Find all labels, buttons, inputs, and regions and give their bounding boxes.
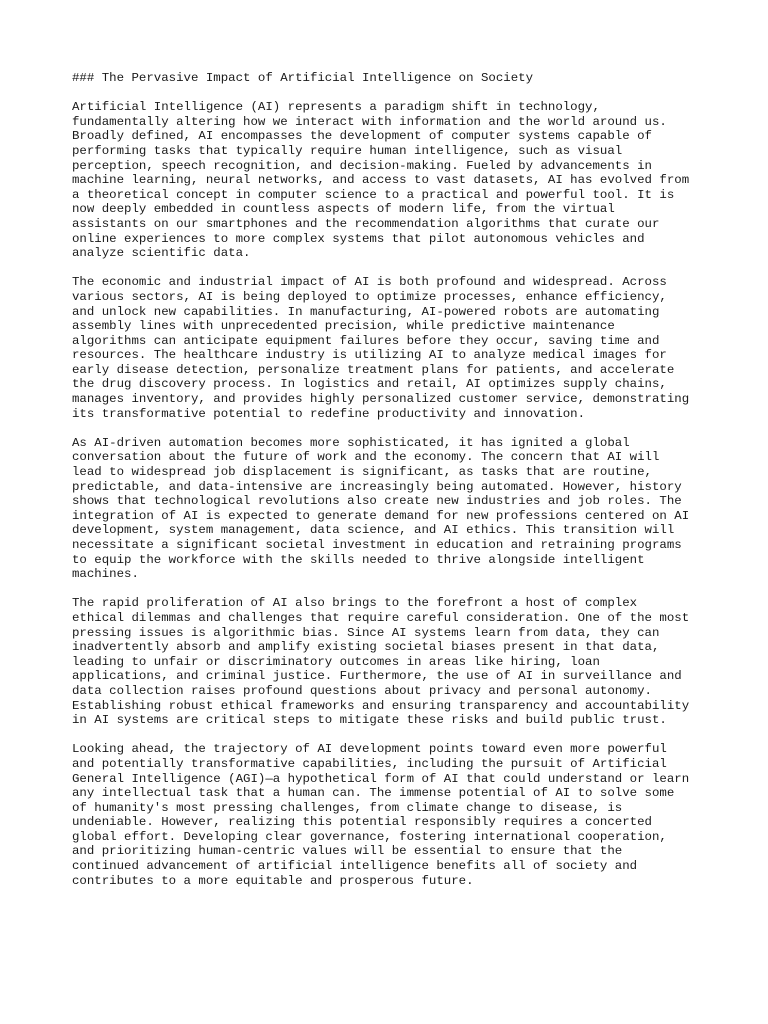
paragraph-line: early disease detection, personalize treatment plans for patients, and accelerate bbox=[72, 362, 675, 377]
paragraph-introduction bbox=[72, 100, 712, 261]
paragraph-line: analyze scientific data. bbox=[72, 246, 251, 261]
paragraph-line: leading to unfair or discriminatory outcomes in areas like hiring, loan bbox=[72, 654, 600, 669]
paragraph-line: Looking ahead, the trajectory of AI development points toward even more powerful bbox=[72, 742, 667, 757]
paragraph-line: to equip the workforce with the skills needed to thrive alongside intelligent bbox=[72, 552, 645, 567]
document-heading: ### The Pervasive Impact of Artificial Intelligence on Society bbox=[72, 71, 534, 85]
document-page bbox=[72, 71, 712, 903]
paragraph-line: manages inventory, and provides highly personalized customer service, demonstrating bbox=[72, 392, 690, 407]
paragraph-line: inadvertently absorb and amplify existing societal biases present in that data, bbox=[72, 640, 660, 655]
paragraph-line: Establishing robust ethical frameworks and ensuring transparency and accountability bbox=[72, 698, 690, 713]
paragraph-line: assistants on our smartphones and the recommendation algorithms that curate our bbox=[72, 216, 660, 231]
paragraph-line: fundamentally altering how we interact with information and the world around us. bbox=[72, 114, 667, 129]
paragraph-line: Artificial Intelligence (AI) represents a paradigm shift in technology, bbox=[72, 100, 600, 115]
paragraph-line: pressing issues is algorithmic bias. Since AI systems learn from data, they can bbox=[72, 625, 660, 640]
paragraph-line: Broadly defined, AI encompasses the development of computer systems capable of bbox=[72, 129, 652, 144]
paragraph-line: integration of AI is expected to generate demand for new professions centered on AI bbox=[72, 508, 690, 523]
paragraph-line: applications, and criminal justice. Furthermore, the use of AI in surveillance and bbox=[72, 669, 682, 684]
paragraph-line: algorithms can anticipate equipment failures before they occur, saving time and bbox=[72, 333, 660, 348]
paragraph-line: in AI systems are critical steps to mitigate these risks and build public trust. bbox=[72, 713, 667, 728]
paragraph-line: As AI-driven automation becomes more sophisticated, it has ignited a global bbox=[72, 435, 630, 450]
paragraph-future-of-work bbox=[72, 436, 712, 582]
paragraph-line: performing tasks that typically require human intelligence, such as visual bbox=[72, 143, 623, 158]
paragraph-line: global effort. Developing clear governance, fostering international cooperation, bbox=[72, 829, 667, 844]
paragraph-line: General Intelligence (AGI)—a hypothetical form of AI that could understand or learn bbox=[72, 771, 690, 786]
paragraph-line: contributes to a more equitable and prosperous future. bbox=[72, 873, 474, 888]
paragraph-line: machine learning, neural networks, and access to vast datasets, AI has evolved from bbox=[72, 173, 690, 188]
paragraph-line: resources. The healthcare industry is utilizing AI to analyze medical images for bbox=[72, 348, 667, 363]
paragraph-line: The economic and industrial impact of AI is both profound and widespread. Across bbox=[72, 275, 667, 290]
paragraph-line: of humanity's most pressing challenges, from climate change to disease, is bbox=[72, 800, 623, 815]
paragraph-line: development, system management, data science, and AI ethics. This transition will bbox=[72, 523, 675, 538]
paragraph-line: and prioritizing human-centric values will be essential to ensure that the bbox=[72, 844, 623, 859]
paragraph-line: online experiences to more complex systems that pilot autonomous vehicles and bbox=[72, 231, 645, 246]
paragraph-line: lead to widespread job displacement is significant, as tasks that are routine, bbox=[72, 465, 652, 480]
paragraph-line: and unlock new capabilities. In manufacturing, AI-powered robots are automating bbox=[72, 304, 660, 319]
paragraph-line: shows that technological revolutions also create new industries and job roles. The bbox=[72, 494, 682, 509]
paragraph-line: the drug discovery process. In logistics and retail, AI optimizes supply chains, bbox=[72, 377, 667, 392]
paragraph-line: various sectors, AI is being deployed to optimize processes, enhance efficiency, bbox=[72, 289, 667, 304]
paragraph-line: machines. bbox=[72, 567, 139, 582]
paragraph-line: and potentially transformative capabilities, including the pursuit of Artificial bbox=[72, 756, 667, 771]
paragraph-economic-impact bbox=[72, 275, 712, 421]
paragraph-ethics bbox=[72, 596, 712, 727]
paragraph-line: a theoretical concept in computer science to a practical and powerful tool. It is bbox=[72, 187, 675, 202]
paragraph-line: any intellectual task that a human can. The immense potential of AI to solve some bbox=[72, 786, 675, 801]
paragraph-line: assembly lines with unprecedented precision, while predictive maintenance bbox=[72, 319, 615, 334]
paragraph-line: The rapid proliferation of AI also brings to the forefront a host of complex bbox=[72, 596, 638, 611]
paragraph-line: now deeply embedded in countless aspects of modern life, from the virtual bbox=[72, 202, 615, 217]
paragraph-line: its transformative potential to redefine productivity and innovation. bbox=[72, 406, 586, 421]
paragraph-line: predictable, and data-intensive are increasingly being automated. However, history bbox=[72, 479, 682, 494]
paragraph-line: necessitate a significant societal investment in education and retraining programs bbox=[72, 538, 682, 552]
paragraph-line: undeniable. However, realizing this potential responsibly requires a concerted bbox=[72, 815, 652, 830]
paragraph-line: ethical dilemmas and challenges that require careful consideration. One of the most bbox=[72, 610, 690, 625]
paragraph-line: perception, speech recognition, and decision-making. Fueled by advancements in bbox=[72, 158, 652, 173]
paragraph-looking-ahead bbox=[72, 742, 712, 888]
paragraph-line: continued advancement of artificial intelligence benefits all of society and bbox=[72, 859, 638, 874]
paragraph-line: conversation about the future of work and the economy. The concern that AI will bbox=[72, 450, 660, 465]
paragraph-line: data collection raises profound questions about privacy and personal autonomy. bbox=[72, 683, 652, 698]
